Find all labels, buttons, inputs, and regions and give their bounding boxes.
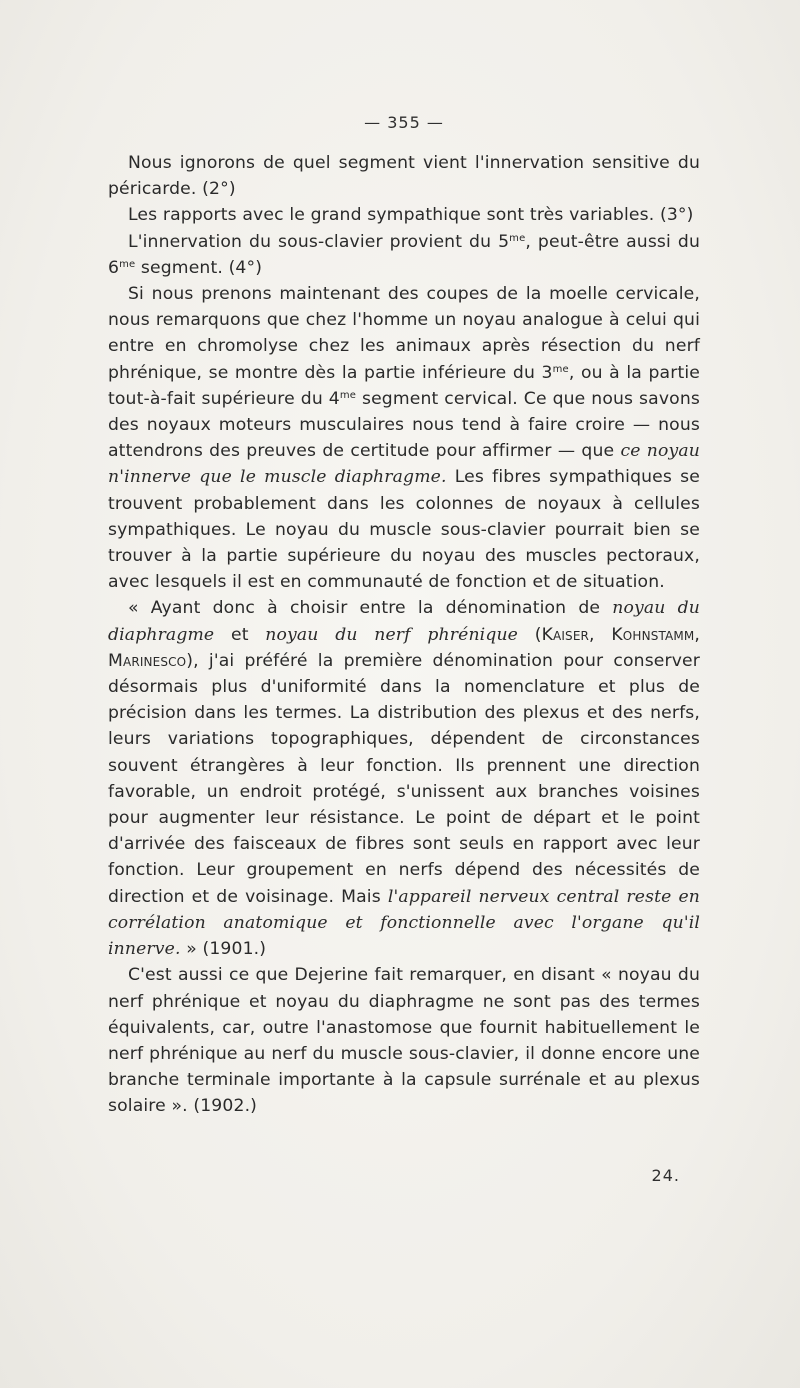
paragraph-3-text-c: segment. (4°): [135, 257, 263, 278]
paragraph-5-text-d: ,: [589, 624, 612, 645]
paragraph-6: [108, 962, 700, 1119]
paragraph-2-text: Les rapports avec le grand sympathique sont très variables. (3°): [128, 205, 694, 226]
paragraph-5-text-f: ), j'ai préféré la première dénomination pour conserver désormais plus d'uniformité dans la nomenclature et plus de précision dans les termes. La distribution des plexus et des nerfs, leurs variations topographiques, dépendent de circonstances souvent étrangères à leur fonction. Ils prennent une direction favorable, un endroit protégé, s'unissent aux branches voisines pour augmenter leur résistance. Le point de départ et le point d'arrivée des faisceaux de fibres sont seuls en rapport avec leur fonction. Leur groupement en nerfs dépend des nécessités de direction et de voisinage. Mais: [108, 650, 700, 907]
paragraph-5-text-b: et: [214, 624, 266, 645]
ordinal-superscript: me: [552, 363, 569, 375]
paragraph-3-text-a: L'innervation du sous-clavier provient du 5: [128, 231, 510, 252]
printer-signature-mark: 24.: [651, 1166, 680, 1185]
italic-term: noyau du nerf phrénique: [265, 624, 519, 645]
paragraph-3-text-b: , peut-être aussi du 6: [108, 231, 700, 278]
ordinal-superscript: me: [119, 258, 136, 270]
ordinal-superscript: me: [509, 232, 526, 244]
paragraph-1-text: Nous ignorons de quel segment vient l'innervation sensitive du péricarde. (2°): [108, 153, 700, 200]
paragraph-4-text-a: Si nous prenons maintenant des coupes de la moelle cervicale, nous remarquons que chez l'homme un noyau analogue à celui qui entre en chromolyse chez les animaux après résection du nerf phrénique, se montre dès la partie inférieure du 3: [108, 284, 700, 383]
page-number: — 355 —: [364, 113, 444, 132]
paragraph-4-text-d: Les fibres sympathiques se trouvent probablement dans les colonnes de noyaux à cellules sympathiques. Le noyau du muscle sous-clavier pourrait bien se trouver à la partie supérieure du noyau des muscles pectoraux, avec lesquels il est en communauté de fonction et de situation.: [108, 467, 700, 593]
paragraph-4-text-b: , ou à la partie tout-à-fait supérieure du 4: [108, 362, 700, 409]
author-name: Kaiser: [541, 624, 590, 645]
italic-term: noyau du diaphragme: [108, 598, 700, 645]
italic-emphasis: ce noyau n'innerve que le muscle diaphragme.: [108, 441, 701, 488]
paragraph-3: [108, 229, 700, 281]
paragraph-5-text-g: » (1901.): [180, 939, 267, 960]
paragraph-1: [108, 150, 700, 202]
paragraph-4-text-c: segment cervical. Ce que nous savons des noyaux moteurs musculaires nous tend à faire croire — nous attendrons des preuves de certitude pour affirmer — que: [108, 388, 700, 462]
ordinal-superscript: me: [339, 389, 357, 401]
paragraph-4: [108, 281, 700, 595]
paragraph-6-text: C'est aussi ce que Dejerine fait remarquer, en disant « noyau du nerf phrénique et noyau du diaphragme ne sont pas des termes équivalents, car, outre l'anastomose que fournit habituellement le nerf phrénique au nerf du muscle sous-clavier, il donne encore une branche terminale importante à la capsule surrénale et au plexus solaire ». (1902.): [108, 965, 700, 1117]
paragraph-5-quote: [108, 595, 700, 962]
author-name: Marinesco: [108, 650, 187, 671]
author-name: Kohnstamm: [611, 624, 695, 645]
paragraph-5-text-e: ,: [694, 624, 700, 645]
page-text: [108, 110, 700, 1120]
paragraph-5-text-a: « Ayant donc à choisir entre la dénomination de: [128, 598, 613, 619]
paragraph-5-text-c: (: [518, 624, 542, 645]
italic-emphasis: l'appareil nerveux central reste en corrélation anatomique et fonctionnelle avec l'organe qu'il innerve.: [108, 886, 700, 960]
paragraph-2: [108, 202, 700, 228]
